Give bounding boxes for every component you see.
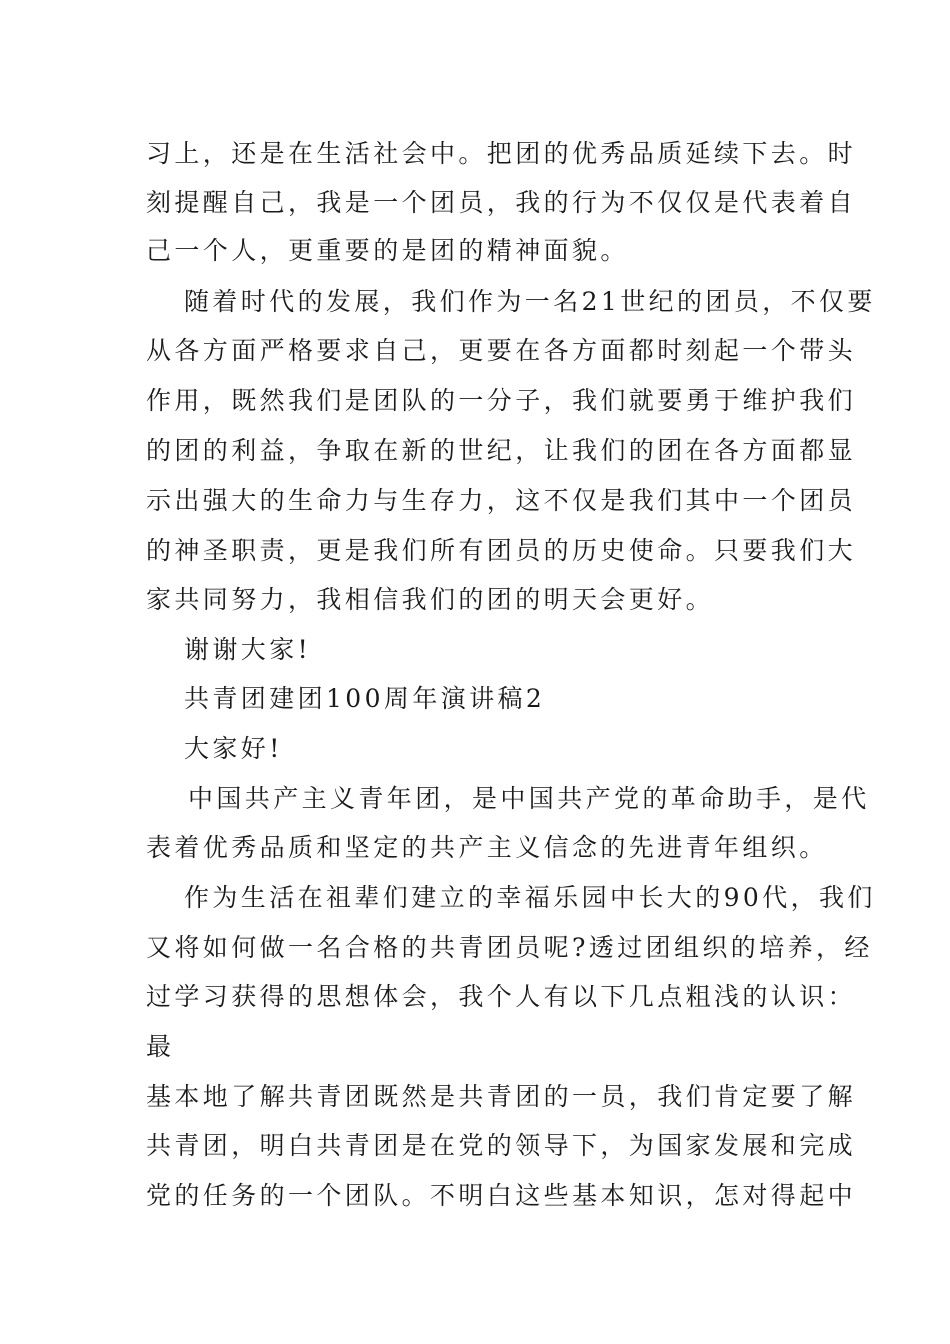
- text-line: 共青团，明白共青团是在党的领导下，为国家发展和完成: [146, 1131, 857, 1160]
- paragraph-start-line: 作为生活在祖辈们建立的幸福乐园中长大的90代，我们: [184, 883, 876, 912]
- text-line: 从各方面严格要求自己，更要在各方面都时刻起一个带头: [146, 336, 857, 365]
- closing-line: 谢谢大家!: [184, 635, 312, 664]
- text-line: 过学习获得的思想体会，我个人有以下几点粗浅的认识：: [146, 982, 857, 1011]
- paragraph-start-line: 随着时代的发展，我们作为一名21世纪的团员，不仅要: [184, 287, 876, 316]
- text-line: 作用，既然我们是团队的一分子，我们就要勇于维护我们: [146, 386, 857, 415]
- text-line: 刻提醒自己，我是一个团员，我的行为不仅仅是代表着自: [146, 188, 857, 217]
- text-line: 的神圣职责，更是我们所有团员的历史使命。只要我们大: [146, 536, 857, 565]
- greeting-line: 大家好!: [184, 734, 283, 763]
- text-line: 示出强大的生命力与生存力，这不仅是我们其中一个团员: [146, 486, 857, 515]
- section-title: 共青团建团100周年演讲稿2: [184, 684, 546, 713]
- text-line: 表着优秀品质和坚定的共产主义信念的先进青年组织。: [146, 833, 828, 862]
- text-line: 又将如何做一名合格的共青团员呢?透过团组织的培养，经: [146, 933, 873, 962]
- text-line: 家共同努力，我相信我们的团的明天会更好。: [146, 585, 715, 614]
- text-line: 的团的利益，争取在新的世纪，让我们的团在各方面都显: [146, 436, 857, 465]
- text-line: 习上，还是在生活社会中。把团的优秀品质延续下去。时: [146, 139, 857, 168]
- text-line: 基本地了解共青团既然是共青团的一员，我们肯定要了解: [146, 1082, 857, 1111]
- text-line: 己一个人，更重要的是团的精神面貌。: [146, 236, 629, 265]
- text-line: 党的任务的一个团队。不明白这些基本知识，怎对得起中: [146, 1181, 857, 1210]
- paragraph-start-line: 中国共产主义青年团，是中国共产党的革命助手，是代: [188, 784, 870, 813]
- text-line: 最: [146, 1032, 175, 1061]
